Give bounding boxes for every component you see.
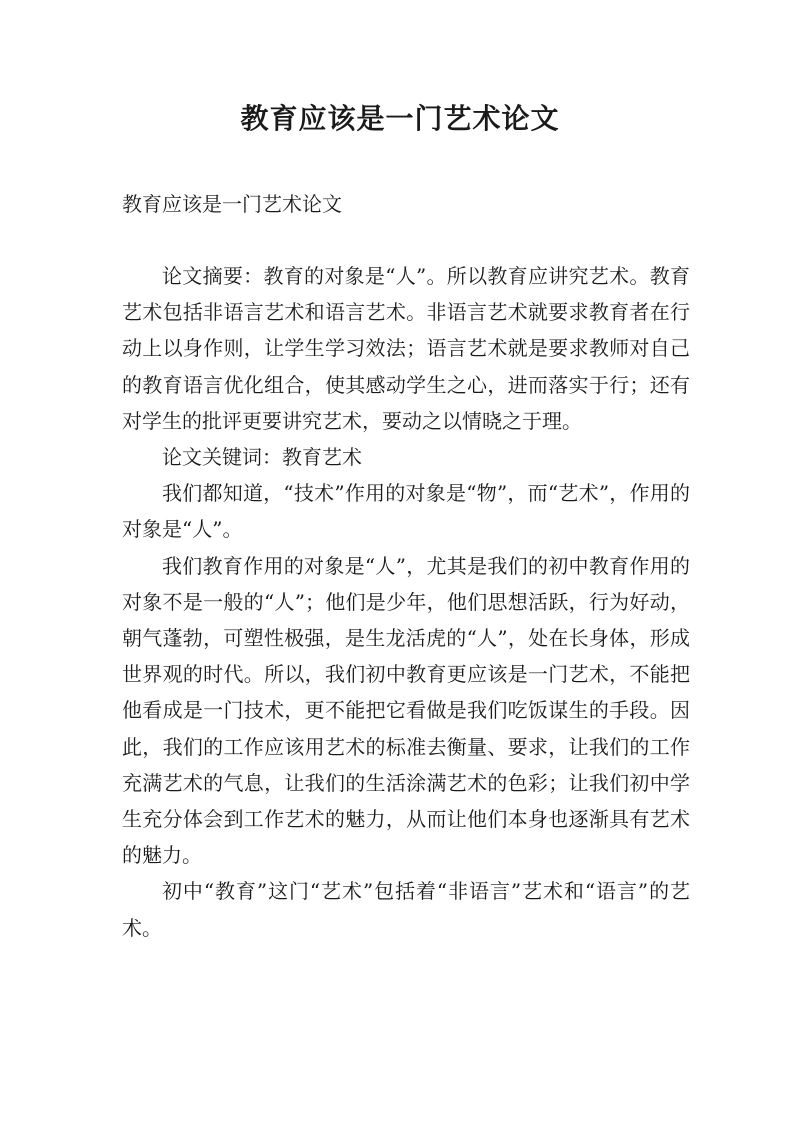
- paragraph-keywords: 论文关键词：教育艺术: [162, 445, 362, 470]
- paragraph: 我们教育作用的对象是“人”，尤其是我们的初中教育作用的对象不是一般的“人”；他们是少年，他们思想活跃，行为好动，朝气蓬勃，可塑性极强，是生龙活虎的“人”，处在长身体，形成世界观的时代。所以，我们初中教育更应该是一门艺术，不能把他看成是一门技术，更不能把它看做是我们吃饭谋生的手段。因此，我们的工作应该用艺术的标准去衡量、要求，让我们的工作充满艺术的气息，让我们的生活涂满艺术的色彩；让我们初中学生充分体会到工作艺术的魅力，从而让他们本身也逐渐具有艺术的魅力。: [122, 553, 690, 868]
- document-subtitle: 教育应该是一门艺术论文: [122, 192, 342, 216]
- paragraph-abstract: 论文摘要：教育的对象是“人”。所以教育应讲究艺术。教育艺术包括非语言艺术和语言艺术。非语言艺术就要求教育者在行动上以身作则，让学生学习效法；语言艺术就是要求教师对自己的教育语言优化组合，使其感动学生之心，进而落实于行；还有对学生的批评更要讲究艺术，要动之以情晓之于理。: [122, 264, 690, 433]
- document-title: 教育应该是一门艺术论文: [240, 102, 560, 135]
- paragraph: 初中“教育”这门“艺术”包括着“非语言”艺术和“语言”的艺术。: [122, 879, 690, 940]
- document-body: [122, 258, 690, 946]
- paragraph: 我们都知道，“技术”作用的对象是“物”，而“艺术”，作用的对象是“人”。: [122, 481, 690, 542]
